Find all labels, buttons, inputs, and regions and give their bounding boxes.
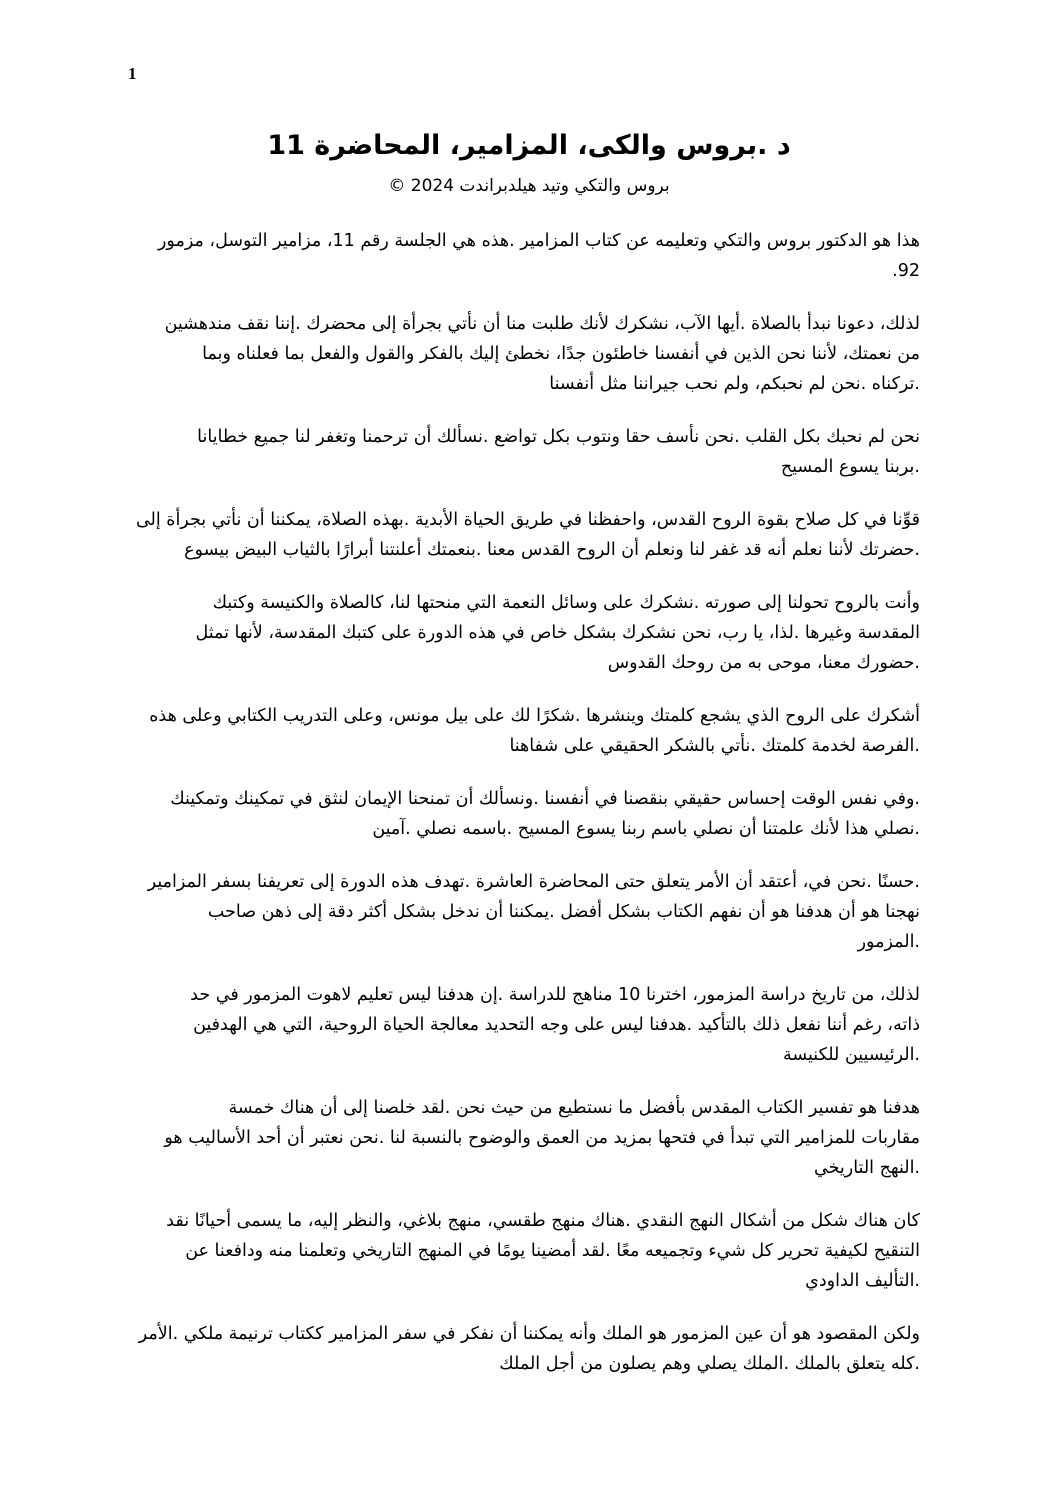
paragraph [135,980,920,1070]
paragraph [135,701,920,761]
text-line: وأنت بالروح تحولنا إلى صورته .نشكرك على وسائل النعمة التي منحتها لنا، كالصلاة والكنيسة وكتبك [212,593,920,613]
text-line: .التأليف الداودي [805,1271,920,1291]
text-line: .كله يتعلق بالملك .الملك يصلي وهم يصلون من أجل الملك [499,1354,920,1374]
text-line: المقدسة وغيرها .لذا، يا رب، نحن نشكرك بشكل خاص في هذه الدورة على كتبك المقدسة، لأنها تمثل [195,623,920,643]
paragraph [135,226,920,286]
document-title: د .بروس والكى، المزامير، المحاضرة 11 [267,130,791,161]
text-line: .بربنا يسوع المسيح [780,457,920,477]
document-subtitle: بروس والتكي وتيد هيلدبراندت 2024 © [388,176,670,196]
text-line: أشكرك على الروح الذي يشجع كلمتك وينشرها .شكرًا لك على بيل مونس، وعلى التدريب الكتابي وعلى هذه [149,706,920,726]
paragraph [135,505,920,565]
text-line: كان هناك شكل من أشكال النهج النقدي .هناك منهج طقسي، منهج بلاغي، والنظر إليه، ما يسمى أحيانًا نقد [166,1211,920,1231]
text-line: .حضورك معنا، موحى به من روحك القدوس [607,653,920,673]
text-line: لذلك، من تاريخ دراسة المزمور، اخترنا 10 مناهج للدراسة .إن هدفنا ليس تعليم لاهوت المزمور في حد [190,985,920,1005]
paragraph [135,1206,920,1296]
paragraph [135,309,920,399]
text-line: من نعمتك، لأننا نحن الذين في أنفسنا خاطئون جدًا، نخطئ إليك بالفكر والقول والفعل بما فعلناه وبما [202,344,920,364]
text-line: ذاته، رغم أننا نفعل ذلك بالتأكيد .هدفنا ليس على وجه التحديد معالجة الحياة الروحية، التي هي الهدفين [193,1015,920,1035]
text-line: 92. [892,261,920,281]
text-line: .وفي نفس الوقت إحساس حقيقي بنقصنا في أنفسنا .ونسألك أن تمنحنا الإيمان لنثق في تمكينك وتمكينك [170,789,920,809]
text-line: .تركناه .نحن لم نحبكم، ولم نحب جيراننا مثل أنفسنا [549,374,920,394]
text-line: .حضرتك لأننا نعلم أنه قد غفر لنا ونعلم أن الروح القدس معنا .بنعمتك أعلنتنا أبرارًا بالثياب البيض بيسوع [184,540,920,560]
page-number: 1 [128,64,137,83]
text-line: .نصلي هذا لأنك علمتنا أن نصلي باسم ربنا يسوع المسيح .باسمه نصلي .آمين [372,819,920,839]
document-body [135,226,920,1402]
text-line: .حسنًا .نحن في، أعتقد أن الأمر يتعلق حتى المحاضرة العاشرة .تهدف هذه الدورة إلى تعريفنا بسفر المزامير [147,872,920,892]
text-line: قوِّنا في كل صلاح بقوة الروح القدس، واحفظنا في طريق الحياة الأبدية .بهذه الصلاة، يمكننا أن نأتي بجرأة إلى [135,510,920,530]
text-line: نحن لم نحبك بكل القلب .نحن نأسف حقا ونتوب بكل تواضع .نسألك أن ترحمنا وتغفر لنا جميع خطايانا [197,427,920,447]
text-line: .النهج التاريخي [814,1158,920,1178]
paragraph [135,422,920,482]
text-line: مقاربات للمزامير التي تبدأ في فتحها بمزيد من العمق والوضوح بالنسبة لنا .نحن نعتبر أن أحد الأساليب هو [164,1128,920,1148]
paragraph [135,867,920,957]
text-line: ولكن المقصود هو أن عين المزمور هو الملك وأنه يمكننا أن نفكر في سفر المزامير ككتاب ترنيمة ملكي .الأمر [138,1324,920,1344]
text-line: هدفنا هو تفسير الكتاب المقدس بأفضل ما نستطيع من حيث نحن .لقد خلصنا إلى أن هناك خمسة [228,1098,920,1118]
paragraph [135,588,920,678]
paragraph [135,1093,920,1183]
text-line: .المزمور [857,932,920,952]
paragraph [135,784,920,844]
text-line: نهجنا هو أن هدفنا هو أن نفهم الكتاب بشكل أفضل .يمكننا أن ندخل بشكل أكثر دقة إلى ذهن صاحب [207,902,920,922]
text-line: .الفرصة لخدمة كلمتك .نأتي بالشكر الحقيقي على شفاهنا [509,736,920,756]
text-line: هذا هو الدكتور بروس والتكي وتعليمه عن كتاب المزامير .هذه هي الجلسة رقم 11، مزامير التوسل، مزمور [157,231,920,251]
text-line: .الرئيسيين للكنيسة [783,1045,920,1065]
paragraph [135,1319,920,1379]
text-line: لذلك، دعونا نبدأ بالصلاة .أيها الآب، نشكرك لأنك طلبت منا أن نأتي بجرأة إلى محضرك .إننا نقف مندهشين [164,314,920,334]
text-line: التنقيح لكيفية تحرير كل شيء وتجميعه معًا .لقد أمضينا يومًا في المنهج التاريخي وتعلمنا منه ودافعنا عن [185,1241,920,1261]
